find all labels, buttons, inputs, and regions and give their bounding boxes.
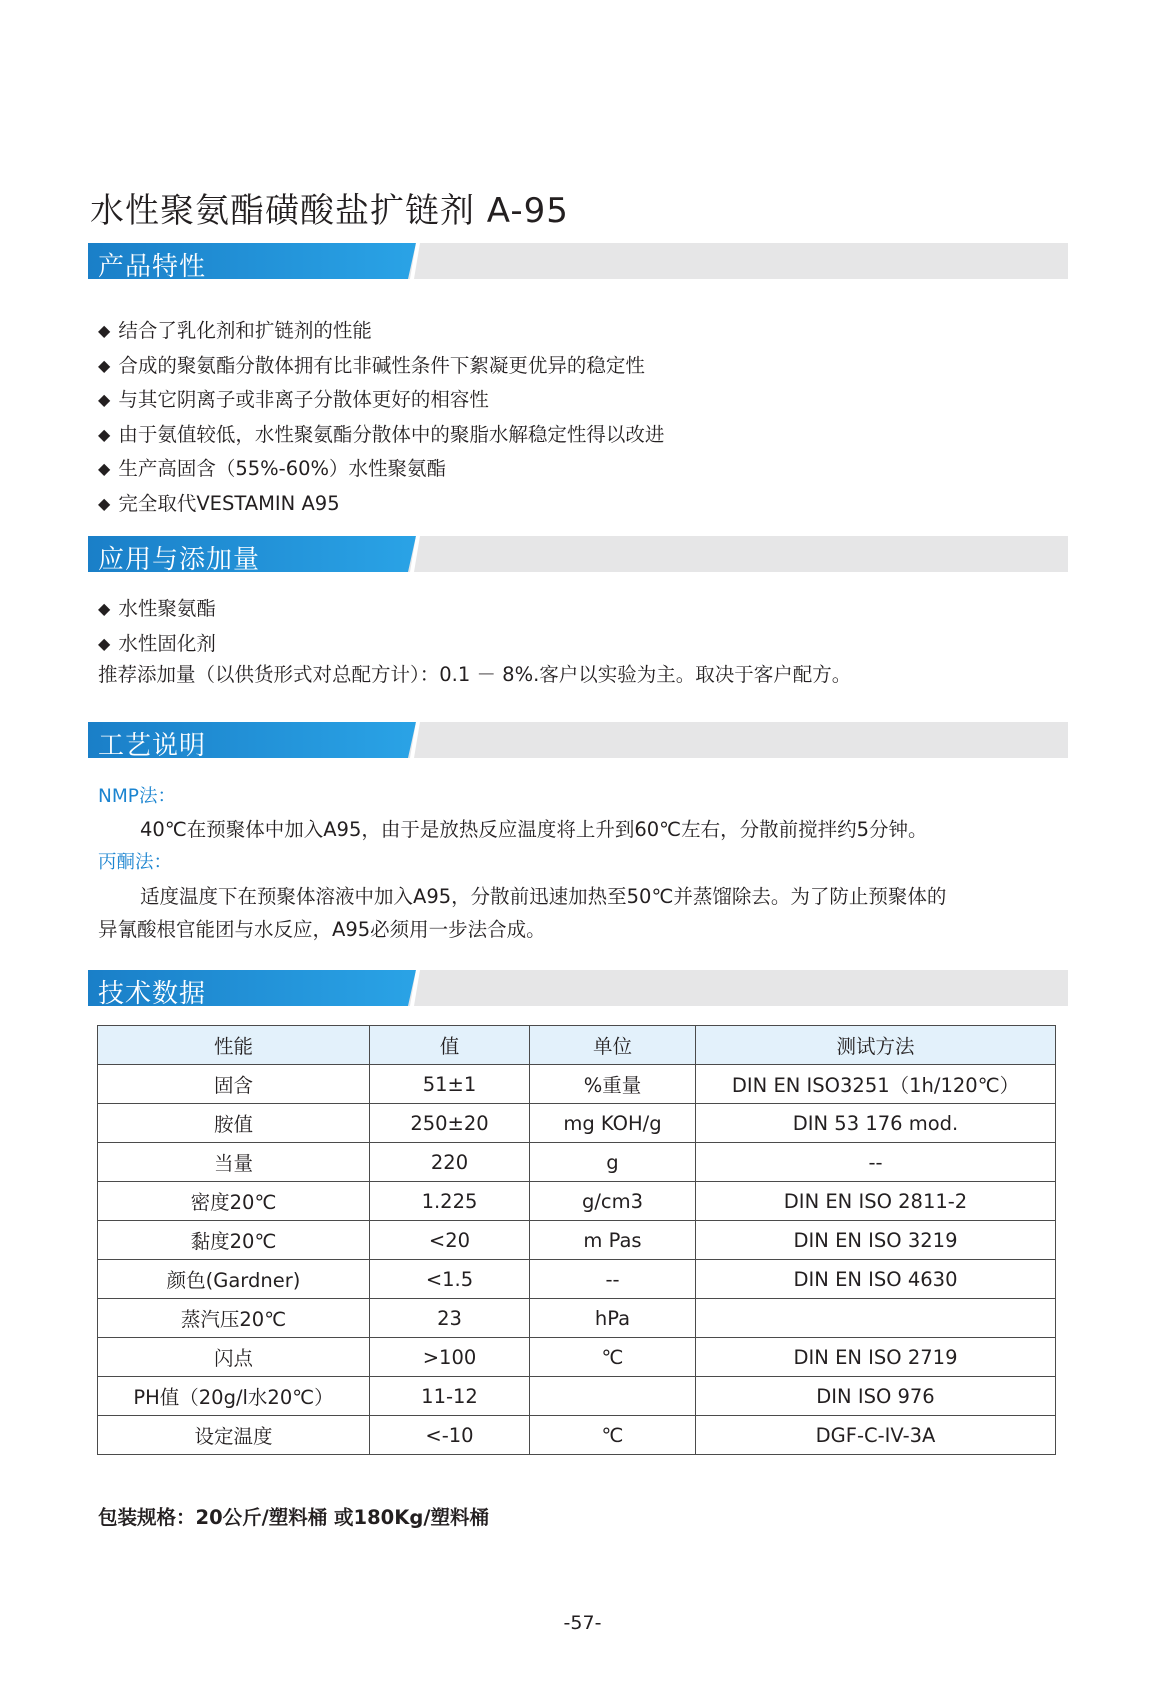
acetone-method-text: 异氰酸根官能团与水反应，A95必须用一步法合成。 [98,918,546,941]
table-cell: m Pas [530,1221,696,1260]
table-cell: ℃ [530,1416,696,1455]
table-cell: g/cm3 [530,1182,696,1221]
table-row [98,1260,1056,1299]
table-cell: 密度20℃ [98,1182,370,1221]
section-header-tech [88,970,1068,1009]
table-cell: DIN EN ISO3251（1h/120℃） [696,1065,1056,1104]
table-cell: DIN 53 176 mod. [696,1104,1056,1143]
table-cell: DIN EN ISO 3219 [696,1221,1056,1260]
table-row [98,1338,1056,1377]
section-header-features [88,243,1068,282]
table-cell: <20 [370,1221,530,1260]
table-cell: DIN ISO 976 [696,1377,1056,1416]
table-cell: 220 [370,1143,530,1182]
list-item: ◆ 生产高固含（55%-60%）水性聚氨酯 [98,452,664,487]
table-row [98,1104,1056,1143]
table-row [98,1299,1056,1338]
table-cell: DIN EN ISO 4630 [696,1260,1056,1299]
list-item: ◆ 由于氨值较低，水性聚氨酯分散体中的聚脂水解稳定性得以改进 [98,418,664,453]
table-cell: 闪点 [98,1338,370,1377]
table-cell [530,1377,696,1416]
table-cell: g [530,1143,696,1182]
list-item: ◆ 结合了乳化剂和扩链剂的性能 [98,314,664,349]
acetone-method-text: 适度温度下在预聚体溶液中加入A95，分散前迅速加热至50℃并蒸馏除去。为了防止预聚体的 [140,885,947,908]
table-cell: ℃ [530,1338,696,1377]
column-header: 单位 [530,1026,696,1065]
table-cell: DIN EN ISO 2719 [696,1338,1056,1377]
section-title: 应用与添加量 [98,545,261,575]
application-list [98,592,216,661]
table-cell: 黏度20℃ [98,1221,370,1260]
table-cell [696,1299,1056,1338]
table-cell: -- [696,1143,1056,1182]
section-title: 技术数据 [98,979,207,1009]
page-number: -57- [563,1612,602,1634]
table-row [98,1182,1056,1221]
table-cell: <-10 [370,1416,530,1455]
dosage-text: 推荐添加量（以供货形式对总配方计）：0.1 － 8%.客户以实验为主。取决于客户配方。 [98,663,852,686]
column-header: 性能 [98,1026,370,1065]
section-header-process [88,722,1068,761]
table-cell: -- [530,1260,696,1299]
packaging-spec: 包装规格：20公斤/塑料桶 或180Kg/塑料桶 [98,1506,489,1529]
section-title: 工艺说明 [98,731,207,761]
table-cell: DIN EN ISO 2811-2 [696,1182,1056,1221]
table-cell: DGF-C-IV-3A [696,1416,1056,1455]
section-header-application [88,536,1068,575]
column-header: 值 [370,1026,530,1065]
table-cell: hPa [530,1299,696,1338]
table-cell: 51±1 [370,1065,530,1104]
table-row [98,1416,1056,1455]
nmp-method-title: NMP法： [98,786,176,807]
table-cell: mg KOH/g [530,1104,696,1143]
table-row [98,1143,1056,1182]
nmp-method-text: 40℃在预聚体中加入A95，由于是放热反应温度将上升到60℃左右，分散前搅拌约5分钟。 [140,818,928,841]
table-cell: 11-12 [370,1377,530,1416]
table-cell: >100 [370,1338,530,1377]
page-title: 水性聚氨酯磺酸盐扩链剂 A-95 [90,191,569,231]
table-cell: 胺值 [98,1104,370,1143]
table-row [98,1377,1056,1416]
table-cell: 当量 [98,1143,370,1182]
table-cell: 1.225 [370,1182,530,1221]
table-cell: 固含 [98,1065,370,1104]
features-list [98,314,664,521]
section-title: 产品特性 [98,252,207,282]
list-item: ◆ 完全取代VESTAMIN A95 [98,487,664,522]
table-cell: PH值（20g/l水20℃） [98,1377,370,1416]
column-header: 测试方法 [696,1026,1056,1065]
table-cell: %重量 [530,1065,696,1104]
list-item: ◆ 合成的聚氨酯分散体拥有比非碱性条件下絮凝更优异的稳定性 [98,349,664,384]
table-cell: 23 [370,1299,530,1338]
list-item: ◆ 与其它阴离子或非离子分散体更好的相容性 [98,383,664,418]
table-cell: 颜色(Gardner) [98,1260,370,1299]
table-cell: 蒸汽压20℃ [98,1299,370,1338]
list-item: ◆ 水性聚氨酯 [98,592,216,627]
table-cell: 250±20 [370,1104,530,1143]
table-row [98,1065,1056,1104]
table-cell: 设定温度 [98,1416,370,1455]
list-item: ◆ 水性固化剂 [98,627,216,662]
table-row [98,1221,1056,1260]
table-cell: <1.5 [370,1260,530,1299]
acetone-method-title: 丙酮法： [98,852,173,873]
tech-data-table [97,1025,1056,1455]
table-header-row [98,1026,1056,1065]
